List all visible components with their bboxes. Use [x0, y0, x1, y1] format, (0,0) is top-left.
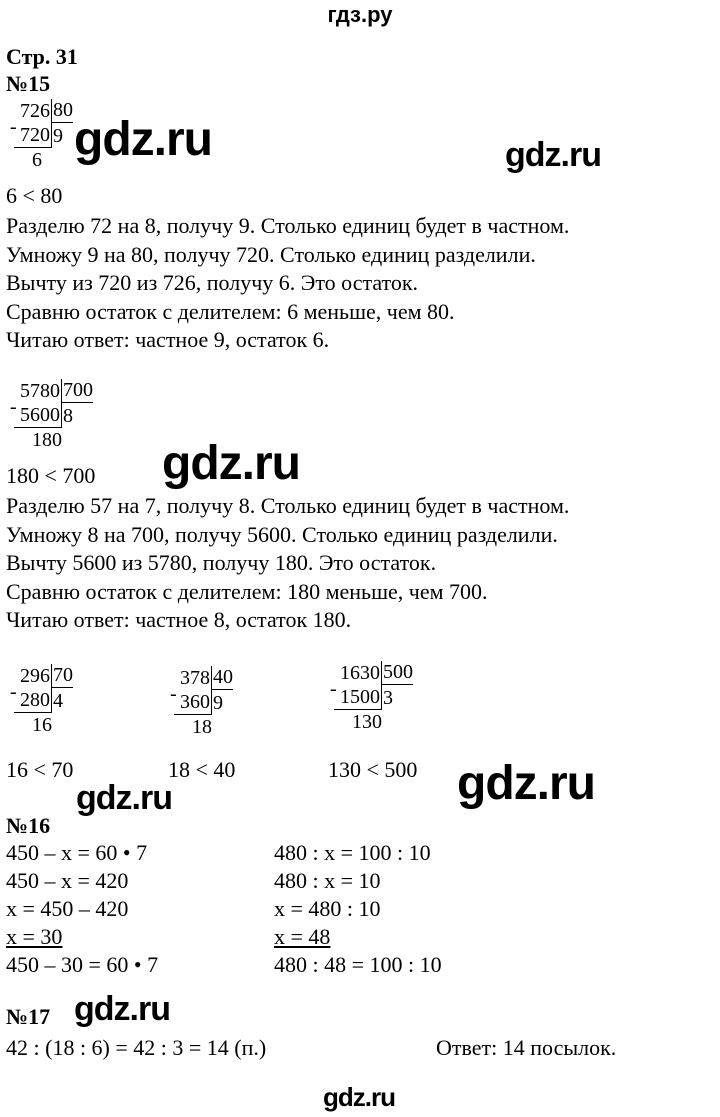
watermark: gdz.ru	[76, 779, 172, 817]
division-row	[14, 688, 73, 713]
explanation-line: Умножу 9 на 80, получу 720. Столько единиц разделили.	[6, 241, 536, 267]
equation-right-line: 480 : x = 100 : 10	[274, 840, 431, 865]
task15-title: №15	[6, 71, 51, 96]
division-row	[14, 378, 93, 403]
quotient: 9	[213, 692, 223, 714]
equation-left-line: x = 450 – 420	[6, 896, 129, 921]
division-row	[174, 665, 233, 690]
page-label: Стр. 31	[6, 44, 78, 69]
task17-title: №17	[6, 1004, 51, 1029]
equation-right-line: 480 : 48 = 100 : 10	[274, 952, 442, 977]
dividend: 1630	[334, 661, 382, 685]
subtrahend: - 360	[174, 690, 212, 715]
dividend: 378	[174, 666, 212, 690]
watermark: gdz.ru	[457, 757, 595, 810]
division-row	[14, 98, 73, 123]
subtrahend: - 1500	[334, 685, 382, 710]
quotient: 9	[53, 125, 63, 147]
compare-5: 130 < 500	[328, 757, 418, 782]
division-row	[14, 713, 73, 737]
compare-2: 180 < 700	[6, 463, 96, 488]
equation-right-line: x = 48	[274, 924, 331, 949]
remainder: 18	[192, 716, 212, 738]
division-row	[14, 148, 73, 172]
explanation-line: Читаю ответ: частное 9, остаток 6.	[6, 327, 330, 352]
explanation-line: Сравню остаток с делителем: 180 меньше, чем 700.	[6, 578, 488, 604]
divisor: 700	[63, 379, 93, 401]
quotient: 4	[53, 690, 63, 712]
division-row	[14, 123, 73, 148]
division-row	[334, 710, 413, 734]
watermark: gdz.ru	[505, 136, 601, 174]
long-division-3	[14, 663, 73, 737]
divisor: 70	[53, 664, 73, 686]
divisor: 80	[53, 99, 73, 121]
divisor: 40	[213, 666, 233, 688]
equation-left-line: 450 – x = 420	[6, 868, 129, 893]
subtrahend: - 5600	[14, 403, 62, 428]
remainder: 180	[32, 429, 62, 451]
division-row	[334, 685, 413, 710]
watermark: gdz.ru	[74, 113, 212, 166]
division-row	[334, 660, 413, 685]
watermark: gdz.ru	[323, 1082, 395, 1112]
explanation-line: Разделю 72 на 8, получу 9. Столько единиц будет в частном.	[6, 213, 570, 238]
division-row	[14, 403, 93, 428]
watermark: gdz.ru	[162, 437, 300, 490]
long-division-4	[174, 665, 233, 739]
explanation-line: Вычту из 720 из 726, получу 6. Это остаток.	[6, 270, 419, 295]
explanation-line: Разделю 57 на 7, получу 8. Столько единиц будет в частном.	[6, 493, 570, 518]
subtrahend: - 280	[14, 688, 52, 713]
remainder: 16	[32, 714, 52, 736]
task16-title: №16	[6, 813, 51, 838]
site-header: гдз.ру	[327, 2, 393, 27]
explanation-line: Умножу 8 на 700, получу 5600. Столько единиц разделили.	[6, 521, 558, 547]
equation-left-line: 450 – 30 = 60 • 7	[6, 952, 159, 977]
equation-right-line: 480 : x = 10	[274, 868, 381, 893]
remainder: 130	[352, 711, 382, 733]
compare-3: 16 < 70	[6, 757, 74, 782]
quotient: 3	[383, 687, 393, 709]
long-division-5	[334, 660, 413, 734]
dividend: 296	[14, 664, 52, 688]
dividend: 726	[14, 99, 52, 123]
divisor: 500	[383, 661, 413, 683]
remainder: 6	[32, 149, 42, 171]
dividend: 5780	[14, 379, 62, 403]
long-division-1	[14, 98, 73, 172]
explanation-line: Сравню остаток с делителем: 6 меньше, чем 80.	[6, 298, 455, 324]
explanation-line: Вычту 5600 из 5780, получу 180. Это остаток.	[6, 550, 437, 575]
division-row	[174, 715, 233, 739]
equation-right-line: x = 480 : 10	[274, 896, 381, 921]
division-row	[14, 428, 93, 452]
equation-left-line: 450 – x = 60 • 7	[6, 840, 148, 865]
task17-solution: 42 : (18 : 6) = 42 : 3 = 14 (п.)	[6, 1035, 267, 1060]
watermark: gdz.ru	[74, 990, 170, 1028]
division-row	[14, 663, 73, 688]
long-division-2	[14, 378, 93, 452]
subtrahend: - 720	[14, 123, 52, 148]
quotient: 8	[63, 405, 73, 427]
equation-left-line: x = 30	[6, 924, 63, 949]
task17-answer: Ответ: 14 посылок.	[436, 1035, 617, 1060]
compare-1: 6 < 80	[6, 183, 63, 208]
explanation-line: Читаю ответ: частное 8, остаток 180.	[6, 607, 352, 632]
division-row	[174, 690, 233, 715]
compare-4: 18 < 40	[168, 757, 236, 782]
